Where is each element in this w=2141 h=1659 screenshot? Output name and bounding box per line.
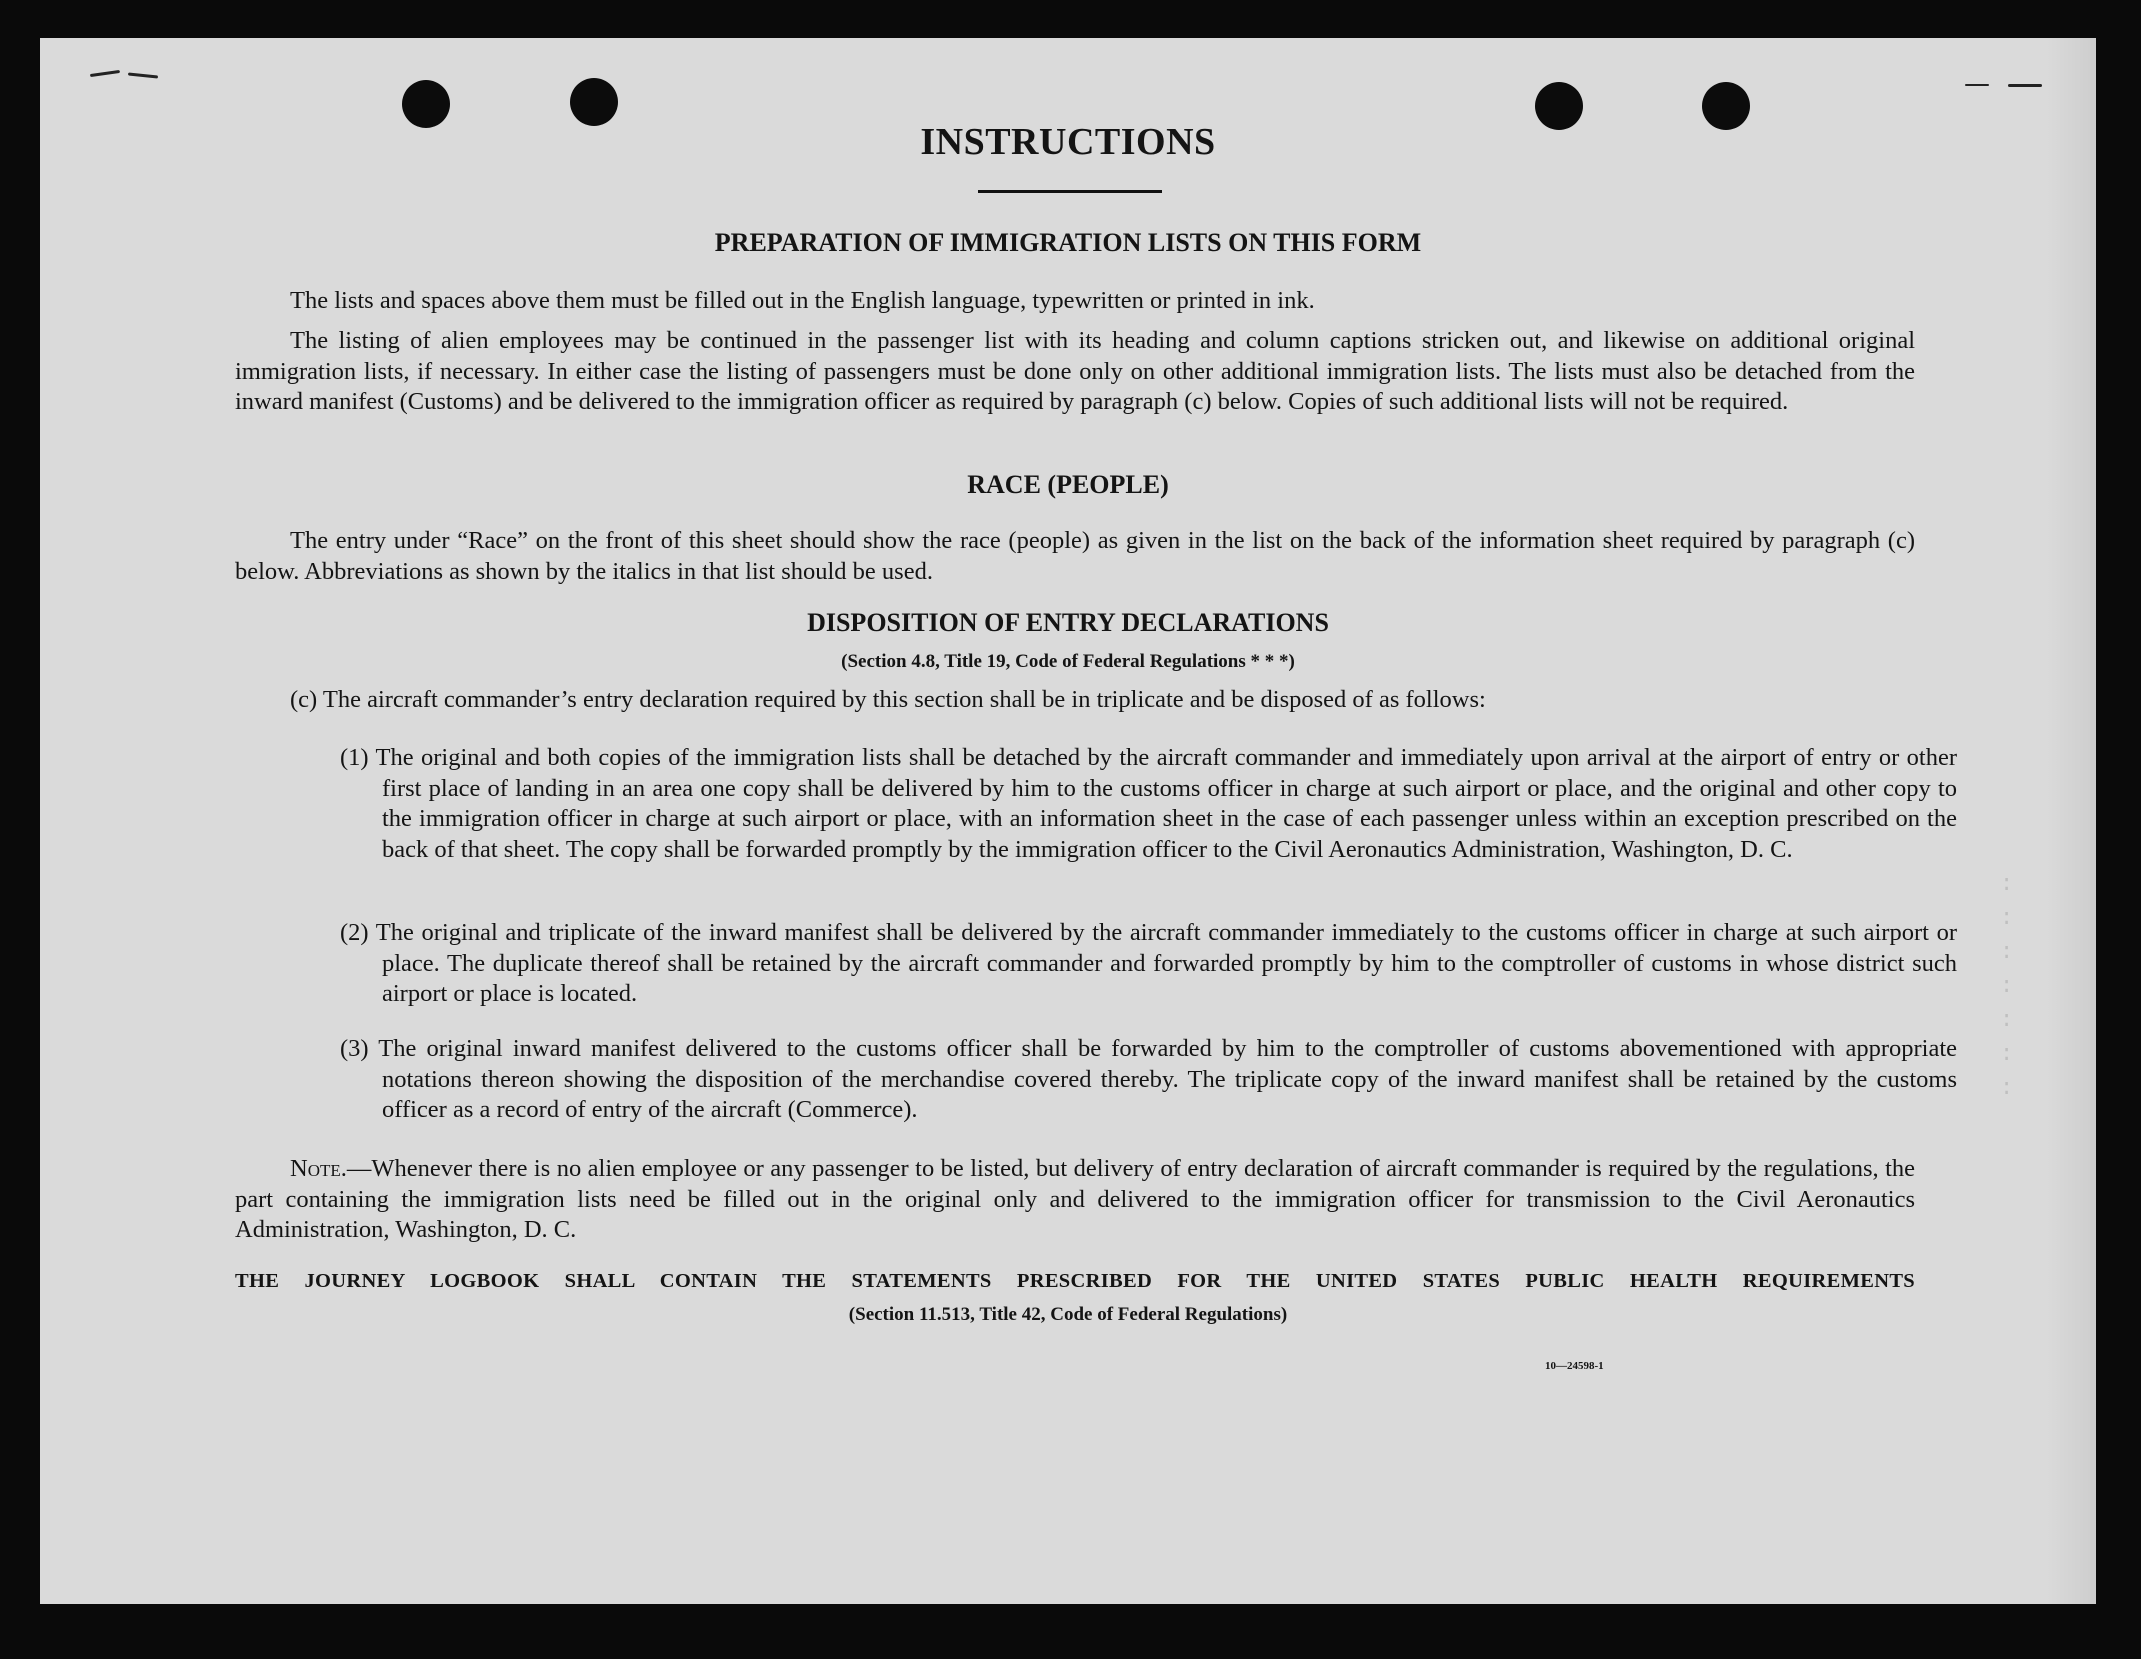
title-rule <box>978 190 1162 193</box>
corner-mark-right-2 <box>1965 84 1989 86</box>
logbook-citation: (Section 11.513, Title 42, Code of Federal Regulations) <box>848 1304 1288 1325</box>
paragraph: The lists and spaces above them must be filled out in the English language, typewritten or printed in ink. <box>290 287 1315 314</box>
note-text: —Whenever there is no alien employee or any passenger to be listed, but delivery of entry declaration of aircraft commander is required by the regulations, the part containing the immigration lists need be filled out in the original only and delivered to the immigration officer for transmission to the Civil Aeronautics Administration, Washington, D. C. <box>235 1155 1915 1243</box>
bleed-through-text: : : : : : : : <box>2000 872 2014 1101</box>
list-item: (1) The original and both copies of the immigration lists shall be detached by the aircraft commander and immediately upon arrival at the airport of entry or other first place of landing in an area one copy shall be delivered by him to the customs officer in charge at such airport or place, and the original and other copy to the immigration officer in charge at such airport or place, with an information sheet in the case of each passenger unless within an exception prescribed on the back of that sheet. The copy shall be forwarded promptly by the immigration officer to the Civil Aeronautics Administration, Washington, D. C. <box>340 744 1957 863</box>
document-page <box>40 38 2096 1604</box>
list-item: (2) The original and triplicate of the inward manifest shall be delivered by the aircraft commander immediately to the customs officer in charge at such airport or place. The duplicate thereof shall be retained by the aircraft commander and forwarded promptly by him to the comptroller of customs in whose district such airport or place is located. <box>340 919 1957 1007</box>
list-item: (3) The original inward manifest delivered to the customs officer shall be forwarded by him to the comptroller of customs abovementioned with appropriate notations thereon showing the disposition of the merchandise covered thereby. The triplicate copy of the inward manifest shall be retained by the customs officer as a record of entry of the aircraft (Commerce). <box>340 1035 1957 1123</box>
section-heading-preparation: PREPARATION OF IMMIGRATION LISTS ON THIS FORM <box>714 228 1422 257</box>
logbook-statement: THE JOURNEY LOGBOOK SHALL CONTAIN THE STATEMENTS PRESCRIBED FOR THE UNITED STATES PUBLIC HEALTH REQUIREMENTS <box>235 1270 1915 1292</box>
section-heading-race: RACE (PEOPLE) <box>967 470 1169 499</box>
paragraph: The listing of alien employees may be continued in the passenger list with its heading and column captions stricken out, and likewise on additional original immigration lists, if necessary. In either case the listing of passengers must be done only on other additional immigration lists. The lists must also be detached from the inward manifest (Customs) and be delivered to the immigration officer as required by paragraph (c) below. Copies of such additional lists will not be required. <box>235 327 1915 415</box>
corner-mark-left-2 <box>128 72 158 78</box>
corner-mark-right <box>2008 84 2042 87</box>
section-citation: (Section 4.8, Title 19, Code of Federal Regulations * * *) <box>841 651 1295 672</box>
punch-hole <box>570 78 618 126</box>
section-heading-disposition: DISPOSITION OF ENTRY DECLARATIONS <box>807 608 1329 637</box>
paragraph: The entry under “Race” on the front of this sheet should show the race (people) as given in the list on the back of the information sheet required by paragraph (c) below. Abbreviations as shown by the italics in that list should be used. <box>235 527 1915 585</box>
form-number: 10—24598-1 <box>1545 1360 1604 1372</box>
page-title: INSTRUCTIONS <box>920 121 1216 163</box>
corner-mark-left <box>90 70 120 77</box>
paragraph: (c) The aircraft commander’s entry declaration required by this section shall be in triplicate and be disposed of as follows: <box>290 686 1486 713</box>
note-label: Note. <box>290 1155 347 1182</box>
note-paragraph <box>235 1154 1915 1246</box>
page-edge-shadow <box>2046 38 2096 1604</box>
